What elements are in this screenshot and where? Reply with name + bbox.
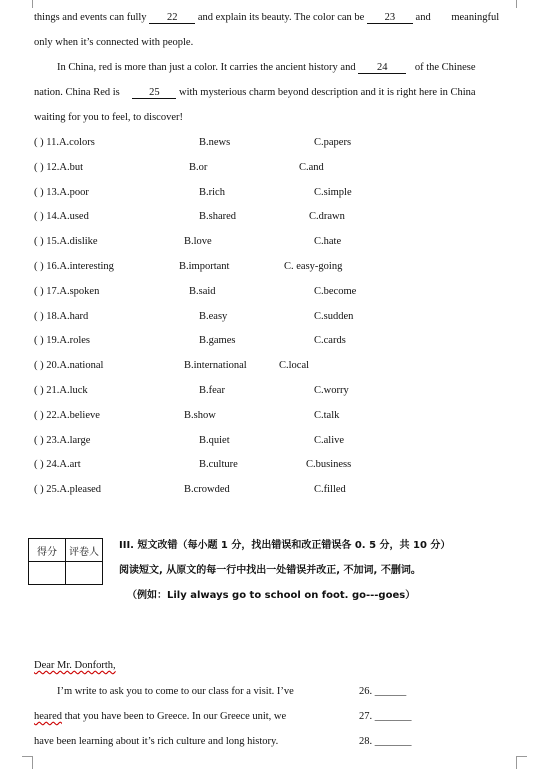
- grader-header: 评卷人: [66, 539, 103, 562]
- option-row: [34, 335, 514, 349]
- crop-mark-bottom-left: [22, 756, 33, 769]
- crop-mark-top-right: [516, 0, 527, 8]
- score-table: [28, 538, 103, 585]
- answer-27: 27. _______: [359, 711, 412, 722]
- option-question: ( ) 15.A.dislike: [34, 236, 98, 248]
- option-question: ( ) 18.A.hard: [34, 310, 89, 322]
- option-b: B.international: [184, 360, 247, 372]
- option-question: ( ) 20.A.national: [34, 360, 104, 372]
- option-question: ( ) 21.A.luck: [34, 385, 88, 396]
- section-instruction: 阅读短文, 从原文的每一行中找出一处错误并改正, 不加词, 不删词。: [119, 565, 421, 576]
- option-b: B.news: [199, 137, 231, 148]
- option-c: C.become: [314, 285, 357, 297]
- option-row: [34, 187, 514, 201]
- letter-line-28: have been learning about it’s rich culture and long history.: [34, 736, 279, 747]
- option-row: [34, 211, 514, 225]
- option-c: C. easy-going: [284, 261, 343, 272]
- option-b: B.fear: [199, 385, 225, 396]
- option-row: [34, 137, 514, 151]
- option-b: B.quiet: [199, 434, 230, 446]
- option-c: C.papers: [314, 137, 352, 148]
- option-question: ( ) 24.A.art: [34, 459, 81, 471]
- option-c: C.local: [279, 360, 310, 372]
- grader-cell: [66, 562, 103, 585]
- option-row: [34, 435, 514, 449]
- option-b: B.crowded: [184, 484, 230, 496]
- passage-line-4: nation. China Red is 25 with mysterious charm beyond description and it is right here in China: [34, 87, 476, 98]
- score-cell: [29, 562, 66, 585]
- option-question: ( ) 17.A.spoken: [34, 285, 100, 297]
- option-row: [34, 484, 514, 498]
- passage-line-1: things and events can fully 22 and explain its beauty. The color can be 23 and meaningful: [34, 12, 500, 23]
- passage-line-3: In China, red is more than just a color. It carries the ancient history and 24 of the Chinese: [57, 62, 476, 73]
- crop-mark-bottom-right: [516, 756, 527, 769]
- option-c: C.and: [299, 161, 324, 173]
- option-c: C.sudden: [314, 310, 354, 322]
- option-b: B.shared: [199, 211, 237, 223]
- option-c: C.talk: [314, 409, 340, 421]
- option-row: [34, 236, 514, 250]
- option-row: [34, 459, 514, 473]
- option-row: [34, 385, 514, 399]
- letter-greeting: Dear Mr. Donforth,: [34, 660, 116, 671]
- blank-22: 22: [149, 12, 195, 24]
- answer-28: 28. _______: [359, 736, 412, 747]
- option-question: ( ) 25.A.pleased: [34, 484, 102, 496]
- option-b: B.said: [189, 285, 216, 297]
- option-question: ( ) 22.A.believe: [34, 409, 100, 421]
- option-c: C.filled: [314, 484, 346, 496]
- option-c: C.alive: [314, 434, 345, 446]
- option-c: C.simple: [314, 186, 352, 198]
- score-header: 得分: [29, 539, 66, 562]
- section-title: III. 短文改错（每小题 1 分，找出错误和改正错误各 0. 5 分，共 10 分）: [119, 540, 451, 551]
- option-question: ( ) 11.A.colors: [34, 137, 95, 148]
- letter-line-26: I’m write to ask you to come to our class for a visit. I’ve: [57, 686, 294, 697]
- option-b: B.culture: [199, 459, 238, 471]
- option-b: B.show: [184, 409, 216, 421]
- option-row: [34, 410, 514, 424]
- option-question: ( ) 19.A.roles: [34, 335, 90, 347]
- passage-line-2: only when it’s connected with people.: [34, 37, 194, 48]
- option-question: ( ) 23.A.large: [34, 434, 91, 446]
- blank-24: 24: [358, 62, 406, 74]
- letter-line-27: heared that you have been to Greece. In our Greece unit, we: [34, 711, 287, 722]
- option-b: B.or: [189, 161, 208, 173]
- option-row: [34, 261, 514, 275]
- option-c: C.drawn: [309, 211, 345, 223]
- crop-mark-top-left: [22, 0, 33, 8]
- blank-25: 25: [132, 87, 176, 99]
- option-c: C.hate: [314, 236, 342, 248]
- option-b: B.games: [199, 335, 236, 347]
- option-question: ( ) 12.A.but: [34, 161, 83, 173]
- option-c: C.worry: [314, 385, 349, 396]
- answer-26: 26. ______: [359, 686, 407, 697]
- option-row: [34, 162, 514, 176]
- passage-line-5: waiting for you to feel, to discover!: [34, 112, 183, 123]
- option-b: B.important: [179, 261, 230, 272]
- option-b: B.rich: [199, 186, 225, 198]
- option-question: ( ) 13.A.poor: [34, 186, 89, 198]
- option-b: B.easy: [199, 310, 228, 322]
- option-c: C.business: [306, 459, 352, 471]
- option-row: [34, 311, 514, 325]
- option-c: C.cards: [314, 335, 346, 347]
- section-example: （例如：Lily always go to school on foot. go---goes）: [127, 590, 416, 601]
- option-question: ( ) 14.A.used: [34, 211, 89, 223]
- option-row: [34, 286, 514, 300]
- option-b: B.love: [184, 236, 212, 248]
- option-row: [34, 360, 514, 374]
- blank-23: 23: [367, 12, 413, 24]
- option-question: ( ) 16.A.interesting: [34, 261, 114, 272]
